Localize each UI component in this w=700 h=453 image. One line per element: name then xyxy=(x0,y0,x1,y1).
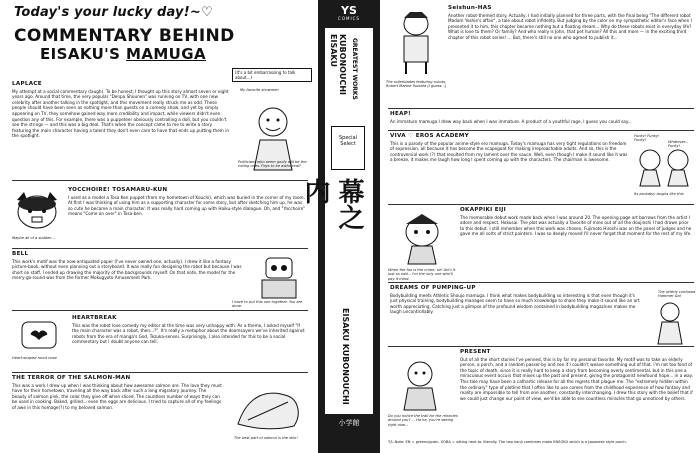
present-illustration xyxy=(392,356,448,412)
tosaken-dog-illustration xyxy=(12,190,62,234)
hammer-gal-illustration xyxy=(646,300,694,346)
entry-body: An immature mamuga I drew way back when I was immature. A product of a youthful rage, I guess you could say... xyxy=(390,118,632,124)
robot-illustration xyxy=(250,254,308,304)
caption-heartbreak: Heart-shaped robot nose xyxy=(12,356,57,360)
entry-eros xyxy=(390,134,628,163)
tl-note-footer: T/L-Note: EN = greens/grain. SOBA = sitting next to. literally. The two kanji combines make ENSOKU which is a Japanese style porch. xyxy=(388,440,627,444)
spine-kanji-title: 幕之内 xyxy=(300,178,364,230)
caption-funky-2: Whatever... Funky! xyxy=(668,140,689,149)
caption-bell: I have to put this one together. You are done. xyxy=(232,300,303,309)
caption-present: Do you notice the trail for the miracles around you? ... Ha ha, you're seeing right now... xyxy=(388,414,458,427)
caption-salmon: The best part of salmon is the skin! xyxy=(234,436,298,440)
caption-rollerblade: The rollerblades featuring robots, Robert Mahoe Tsukata (I guess...) xyxy=(386,80,447,89)
entry-body: Another robot-themed story. Actually, I had initially planned for three parts, with the final being "The different robot Madam Yoshie's affair", a tale about robot infidelity. But judging by the color on my sympathetic editor's face when I presented it to him, this chapter became nothing but a floating dream... Why do these robots exist in everyday life? What is love to them? Or family? And who really is John, that pet human? All this and more — in the exciting third chapter of this robot series! ... But, there's still no one who agreed to publish it... xyxy=(448,12,692,40)
spine-subtitle: GREATEST WORKS xyxy=(351,38,358,100)
entry-title: BELL xyxy=(12,251,29,257)
entry-present xyxy=(460,350,694,401)
divider xyxy=(388,346,694,347)
entry-body: This was the robot love comedy my editor at the time was very unhappy with. As a theme, I asked myself "If the main character was a robot, then...?". It's really a metaphor about the doomsayers we've inherited against robots from the era of manga's God, Tezuka-sensei. Surprisingly, I also intended for this to be a social commentary but I doubt anyone can tell. xyxy=(72,322,305,345)
entry-title: OKAPPIKI EIJI xyxy=(460,207,507,213)
header-title: COMMENTARY BEHIND xyxy=(14,26,235,46)
divider xyxy=(388,130,694,131)
spine-publisher-bottom: 小学館 xyxy=(338,419,360,427)
entry-title: YOCCHOIRE! TOSAMARU-KUN xyxy=(68,187,168,193)
entry-pumping xyxy=(390,286,640,315)
entry-title: THE TERROR OF THE SALMON-MAN xyxy=(12,375,131,381)
imprint-label: COMICS xyxy=(338,16,360,21)
spine-plate xyxy=(300,28,373,414)
spine-author: EISAKU KUBONOUCHI xyxy=(341,308,350,405)
publisher-logo: YS xyxy=(341,4,357,17)
divider xyxy=(388,204,694,205)
entry-laplace xyxy=(12,82,230,139)
entry-title: LAPLACE xyxy=(12,81,42,87)
entry-heartbreak xyxy=(72,316,308,345)
entry-title: HEARTBREAK xyxy=(72,315,117,321)
entry-body: This was a work I drew up when I was thinking about how awesome salmon are. The love they must have for their hometown, traveling all the way back after such a long migratory journey. The beauty of salmon pink, the color they give off when sliced. The countless number of ways they can be used in cooking. Baked, grilled... even the eggs are delicious. I tried to capture all of my feelings of awe in this homage(?) to my beloved salmon. xyxy=(12,382,222,410)
okappiki-illustration xyxy=(392,210,452,266)
entry-body: This work's motif was the now-antiquated paper (I've never owned one, actually). I drew it like a fantasy picture-book, without even planning out a storyboard. It was really fun designing the robot but because I was short on staff, I ended up drawing the majority of the backgrounds myself. On that note, the model for the merry-go-round was from the former Mokugyoto Amusement Park. xyxy=(12,258,242,281)
header-subtitle-mamuga: MAMUGA xyxy=(126,45,206,63)
header-note: (It's a bit embarrassing to talk about...) xyxy=(232,68,312,82)
book-spine xyxy=(300,0,380,453)
caption-okappiki: When the fox is the crime, sir! Ain't it just so odd... I'm the only one who'll pay it mind. xyxy=(388,268,456,281)
divider xyxy=(12,248,308,249)
entry-bell xyxy=(12,252,242,281)
spine-title-en: KUBONOUCHI EISAKU xyxy=(329,34,347,95)
entry-title: HEAP! xyxy=(390,111,411,117)
header-subtitle-name: EISAKU'S xyxy=(40,45,121,63)
special-select-box: Special Select xyxy=(331,126,365,170)
divider xyxy=(388,282,694,283)
entry-title: DREAMS OF PUMPING-UP xyxy=(390,285,476,291)
caption-dog: Maybe all of a sudden... xyxy=(12,236,55,240)
divider xyxy=(12,372,308,373)
entry-seishun xyxy=(448,6,694,41)
heart-robot-illustration xyxy=(14,318,64,354)
entry-body: I used as a model a Tosa Ken puppet (from my hometown of Kouchi), which was buried in the corner of my room. At first I was thinking of using him as a supporting character for some story, but after sketching him up, he was so cute he became a main character. It was really hard coming up with Haiku-style dialogue. Oh, and "Yocchoire" means "Come on over" in Tosa-ben. xyxy=(68,194,306,217)
caption-showmen: My favorite showmen xyxy=(240,88,279,92)
entry-body: This is a parody of the popular anime-style ero mamuga. Today's mamuga has very tight regulations on freedom of expression, all because it has become the scapegoat for making irreproachable adults. And so, this is the controversial work (?) that resulted from my lament over the sauce. Well, even though I make it sound like it was a breeze, it makes me laugh how long I spent coming up with the characters. The chairman is awesome. xyxy=(390,140,628,163)
salmon-skin-illustration xyxy=(228,384,308,434)
entry-title: Seishun-HAS xyxy=(448,5,492,11)
entry-yocchoire xyxy=(68,188,308,217)
entry-body: My attempt at a social commentary (laugh). To be honest, I thought up this story almost seven or eight years ago. Around that time, the very popular "Denpa Shounen" was running on TV, with one new celebrity after another talking in the spotlight, and this movement really struck me as odd. These people should have been seen as nothing more than guests on a comedy show, and yet by simply appearing on TV, they somehow gained way more credibility and impact, while viewers didn't even question any of this. For example, there was a puppeteer obviously controlling a doll, but you couldn't see the strings — and this was a big deal. That's when the concept came to me to write a story featuring the main character having a talent they don't even care to have that ends up putting them in the spotlight. xyxy=(12,88,230,139)
entry-heap xyxy=(390,112,690,124)
header-subtitle xyxy=(40,45,206,63)
caption-politicians: Politicians who seem goofy will be the voting ones. Pays to be awful real? xyxy=(238,160,307,169)
entry-body: Out of all the short stories I've penned, this is by far my personal favorite. My motif was to take an elderly person, a porch, and a random passer-by and see if I couldn't weave something out of that. I'm not too fond of the topic of death, since it is really hard to keep a story from becoming overly sentimental, but in this one a miraculous event occurs that mixes up the past and present, giving the protagonist newfound hope... in a way. This tale may have been a cathartic release for all the regrets that plague me. The "extremely hidden within the ordinary" type of plotline that I often like to use comes from the childhood experience of how fantasy and reality are impossible to tell from one another, constantly interchanging. I drew this story with the belief that if we could just change our point of view, we'd be able to see countless miracles that go unnoticed by others. xyxy=(460,356,693,401)
divider xyxy=(12,180,308,181)
entry-body: The memorable debut work made back when I was around 20. The opening page art borrows from the artist I adore and respect, Hokusai. The plot was actually a favorite of mine out of all the doujinshi I had drawn prior to this debut. I still remember when this work was chosen, Fujimoto Hiroshi was on the panel of judges and he gave me all sorts of strict pointers. I was so deeply moved I'll never forget that moment for the rest of my life. xyxy=(460,214,692,237)
right-page xyxy=(380,0,700,453)
left-page xyxy=(0,0,318,453)
entry-title: VIVA ♡ EROS ACADEMY xyxy=(390,133,470,139)
caption-funky-1: Funky! Funky! Funky! xyxy=(634,134,660,143)
caption-laughs: Its probably laughs like this xyxy=(634,192,684,196)
divider xyxy=(12,310,308,311)
entry-salmon xyxy=(12,376,222,411)
entry-body: Bodybuilding meets Athletic Shoujo mamuga. I think what makes bodybuilding so interesting is that even though it's just physical training, bodybuilding manages seem to have so much knowledge to share they make it sound like an art worth appreciating. Catching just a glimpse of the profound wisdom contained in bodybuilding magazines makes me laugh uncontrollably. xyxy=(390,292,640,315)
header-tagline: Today's your lucky day!~♡ xyxy=(14,5,213,20)
divider xyxy=(388,108,694,109)
rollerblade-robot-illustration xyxy=(390,10,442,78)
entry-title: PRESENT xyxy=(460,349,491,355)
entry-okappiki xyxy=(460,208,694,237)
caption-hammer-gal: The utterly confused Hammer Gal xyxy=(658,290,696,299)
